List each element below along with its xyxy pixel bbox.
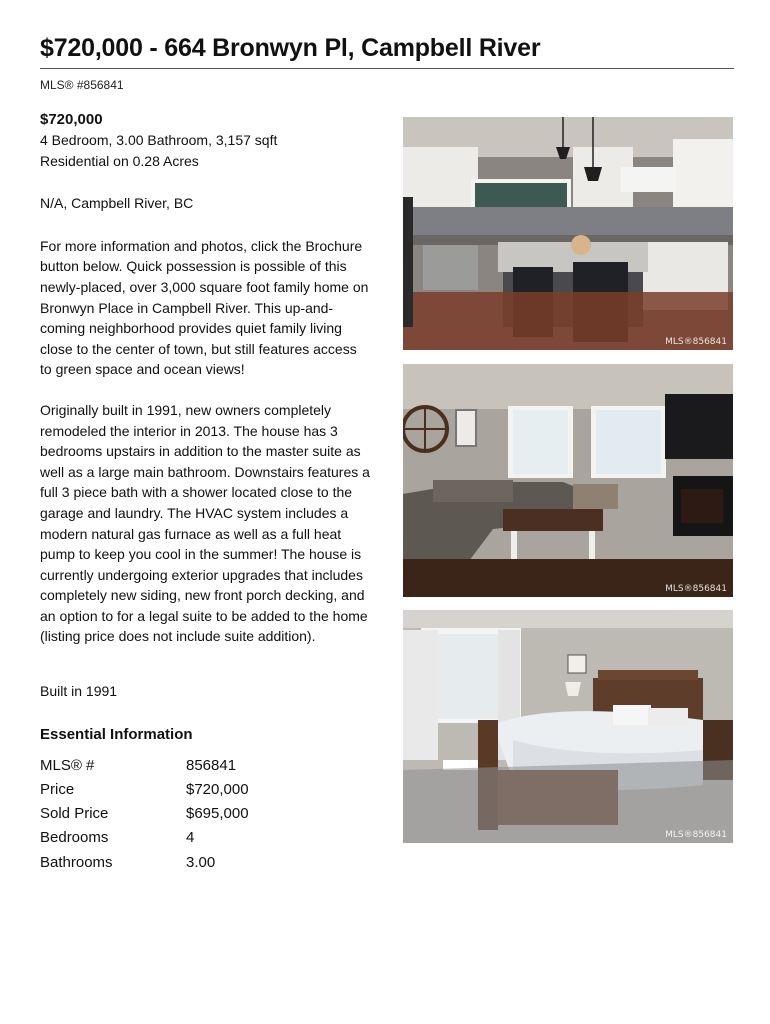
info-label: Bathrooms <box>40 853 113 871</box>
living-room-photo <box>403 364 733 597</box>
info-label: Sold Price <box>40 805 109 823</box>
info-value: 856841 <box>186 756 237 774</box>
photo-watermark: MLS®856841 <box>665 830 727 840</box>
info-value: 3.00 <box>186 853 216 871</box>
title-divider <box>40 68 734 69</box>
table-row <box>40 802 249 826</box>
description-paragraph: For more information and photos, click the Brochure button below. Quick possession is possible of this newly-placed, over 3,000 square foot family home on Bronwyn Place in Campbell River. This up-and-coming neighborhood provides quiet family living close to the center of town, but still features access to green space and ocean views! <box>40 237 369 378</box>
table-row <box>40 778 249 802</box>
photo-watermark: MLS®856841 <box>665 584 727 594</box>
description-paragraph: Originally built in 1991, new owners completely remodeled the interior in 2013. The house has 3 bedrooms upstairs in addition to the master suite as well as a large main bathroom. Downstairs features a full 3 piece bath with a shower located close to the garage and laundry. The HVAC system includes a modern natural gas furnace as well as a full heat pump to keep you cool in the summer! The house is currently undergoing exterior upgrades that includes completely new siding, new front porch decking, and an option to for a legal suite to be added to the home (listing price does not include suite addition). <box>40 401 370 645</box>
info-label: MLS® # <box>40 756 95 774</box>
kitchen-photo <box>403 117 733 350</box>
info-value: $720,000 <box>186 780 249 798</box>
info-label: Bedrooms <box>40 829 109 847</box>
info-label: Price <box>40 780 75 798</box>
mls-number: MLS® #856841 <box>40 78 124 92</box>
listing-price: $720,000 <box>40 111 103 128</box>
listing-title: $720,000 - 664 Bronwyn Pl, Campbell River <box>40 34 541 62</box>
listing-details <box>40 110 370 875</box>
built-year: Built in 1991 <box>40 683 118 700</box>
essential-info-heading: Essential Information <box>40 725 193 743</box>
photo-watermark: MLS®856841 <box>665 337 727 347</box>
table-row <box>40 851 249 875</box>
listing-location: N/A, Campbell River, BC <box>40 195 194 212</box>
listing-specs: 4 Bedroom, 3.00 Bathroom, 3,157 sqft <box>40 132 278 148</box>
info-value: $695,000 <box>186 805 249 823</box>
essential-info-table <box>40 754 249 875</box>
bedroom-photo <box>403 610 733 843</box>
info-value: 4 <box>186 829 195 847</box>
listing-type: Residential on 0.28 Acres <box>40 152 199 169</box>
table-row <box>40 827 249 851</box>
table-row <box>40 754 249 778</box>
